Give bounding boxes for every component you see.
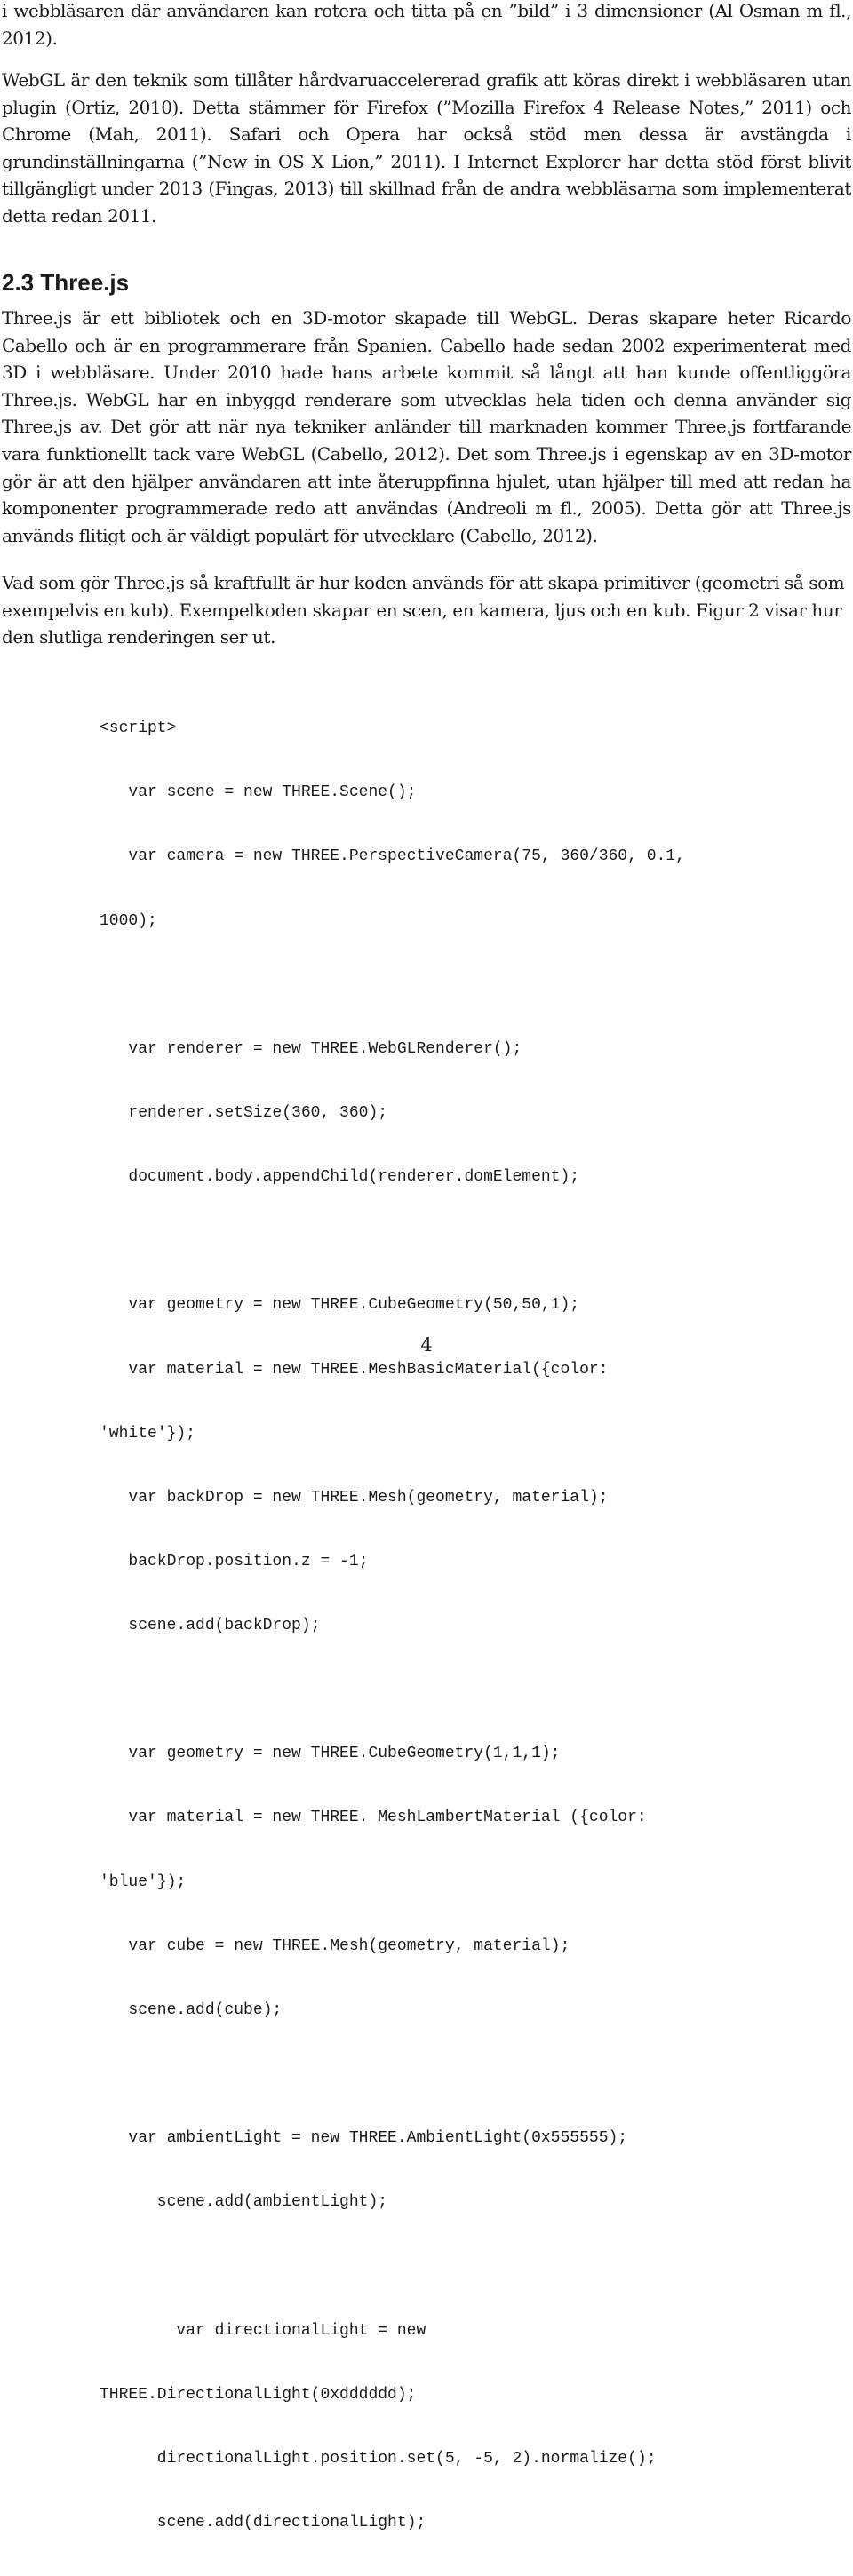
- code-line: var scene = new THREE.Scene();: [100, 783, 417, 802]
- code-listing: [100, 675, 691, 2532]
- code-line: [100, 1230, 691, 1252]
- code-line: 1000);: [100, 911, 157, 930]
- code-line: backDrop.position.z = -1;: [100, 1552, 369, 1570]
- code-line: var directionalLight = new: [100, 2321, 426, 2340]
- code-line: var cube = new THREE.Mesh(geometry, material);: [100, 1936, 570, 1955]
- code-line: <script>: [100, 720, 177, 738]
- code-line: [100, 974, 691, 996]
- code-line: [100, 2063, 691, 2085]
- code-line: var material = new THREE.MeshBasicMaterial({color:: [100, 1360, 609, 1379]
- page-number: 4: [420, 1334, 433, 1356]
- code-line: var renderer = new THREE.WebGLRenderer();: [100, 1039, 522, 1058]
- paragraph-intro-continuation: i webbläsaren där användaren kan rotera och titta på en ”bild” i 3 dimensioner (Al Osman m fl., 2012).: [2, 0, 851, 49]
- code-line: var ambientLight = new THREE.AmbientLight(0x555555);: [100, 2129, 628, 2148]
- paragraph-threejs: Three.js är ett bibliotek och en 3D-motor skapade till WebGL. Deras skapare heter Ricardo Cabello och är en programmerare från Spanien. Cabello hade sedan 2002 experimenterat med 3D i webbläsare. Under 2010 hade hans arbete kommit så långt att han kunde offentliggöra Three.js. WebGL har en inbyggd renderare som utvecklas hela tiden och denna använder sig Three.js av. Det gör att när nya tekniker anländer till marknaden kommer Three.js fortfarande vara funktionellt tack vare WebGL (Cabello, 2012). Det som Three.js i egenskap av en 3D-motor gör är att den hjälper användaren att inte återuppfinna hjulet, utan hjälper till med att redan ha komponenter programmerade redo att användas (Andreoli m fl., 2005). Detta gör att Three.js används flitigt och är väldigt populärt för utvecklare (Cabello, 2012).: [2, 307, 851, 546]
- code-line: scene.add(ambientLight);: [100, 2193, 388, 2212]
- paragraph-example-intro: Vad som gör Three.js så kraftfullt är hur koden används för att skapa primitiver (geometri så som exempelvis en kub). Exempelkoden skapar en scen, en kamera, ljus och en kub. Figur 2 visar hur den slutliga renderingen ser ut.: [2, 572, 845, 648]
- code-line: [100, 2255, 691, 2277]
- section-heading: 2.3 Three.js: [2, 269, 130, 296]
- code-line: scene.add(cube);: [100, 2000, 283, 2019]
- code-line: var geometry = new THREE.CubeGeometry(50,50,1);: [100, 1296, 580, 1315]
- code-line: var backDrop = new THREE.Mesh(geometry, material);: [100, 1488, 609, 1507]
- code-line: var material = new THREE. MeshLambertMaterial ({color:: [100, 1809, 647, 1827]
- code-line: scene.add(backDrop);: [100, 1617, 321, 1635]
- code-line: var camera = new THREE.PerspectiveCamera(75, 360/360, 0.1,: [100, 847, 685, 866]
- code-line: renderer.setSize(360, 360);: [100, 1103, 388, 1122]
- paragraph-webgl: WebGL är den teknik som tillåter hårdvaruaccelererad grafik att köras direkt i webbläsaren utan plugin (Ortiz, 2010). Detta stämmer för Firefox (”Mozilla Firefox 4 Release Notes,” 2011) och Chrome (Mah, 2011). Safari och Opera har också stöd men dessa är avstängda i grundinställningarna (”New in OS X Lion,” 2011). I Internet Explorer har detta stöd först blivit tillgängligt under 2013 (Fingas, 2013) till skillnad från de andra webbläsarna som implementerat detta redan 2011.: [2, 69, 851, 227]
- code-line: 'white'});: [100, 1424, 196, 1443]
- code-line: document.body.appendChild(renderer.domElement);: [100, 1168, 580, 1187]
- code-line: directionalLight.position.set(5, -5, 2).normalize();: [100, 2449, 657, 2468]
- code-line: [100, 1679, 691, 1700]
- code-line: 'blue'});: [100, 1872, 187, 1891]
- code-line: var geometry = new THREE.CubeGeometry(1,1,1);: [100, 1745, 561, 1763]
- code-line: scene.add(directionalLight);: [100, 2514, 426, 2532]
- code-line: THREE.DirectionalLight(0xdddddd);: [100, 2385, 417, 2404]
